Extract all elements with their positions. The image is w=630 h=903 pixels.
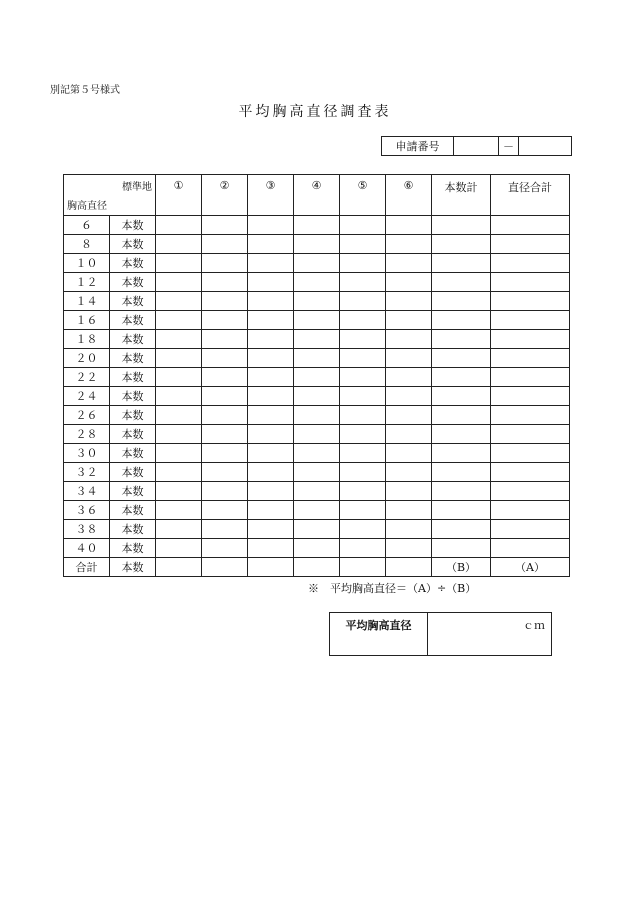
plot-3-count-cell[interactable] bbox=[248, 235, 294, 254]
diameter-total-cell[interactable] bbox=[491, 292, 570, 311]
plot-1-count-cell[interactable] bbox=[156, 311, 202, 330]
plot-2-count-cell[interactable] bbox=[202, 292, 248, 311]
plot-6-count-cell[interactable] bbox=[386, 482, 432, 501]
count-unit-cell: 本数 bbox=[110, 254, 156, 273]
plot-4-count-cell[interactable] bbox=[294, 520, 340, 539]
plot-1-count-cell[interactable] bbox=[156, 501, 202, 520]
plot-2-count-cell[interactable] bbox=[202, 482, 248, 501]
application-number-field-2[interactable] bbox=[519, 137, 572, 156]
plot-1-count-cell[interactable] bbox=[156, 330, 202, 349]
table-row bbox=[64, 425, 570, 444]
plot-3-count-cell[interactable] bbox=[248, 216, 294, 235]
application-number-box bbox=[381, 136, 572, 156]
count-unit-cell: 本数 bbox=[110, 387, 156, 406]
plot-3-count-cell[interactable] bbox=[248, 387, 294, 406]
plot-1-count-cell[interactable] bbox=[156, 349, 202, 368]
count-unit-cell: 本数 bbox=[110, 482, 156, 501]
plot-2-count-cell[interactable] bbox=[202, 235, 248, 254]
plot-2-count-cell[interactable] bbox=[202, 463, 248, 482]
plot-6-count-cell[interactable] bbox=[386, 368, 432, 387]
plot-5-count-cell[interactable] bbox=[340, 368, 386, 387]
diameter-total-header: 直径合計 bbox=[491, 175, 570, 216]
plot-2-count-cell[interactable] bbox=[202, 501, 248, 520]
plot-1-count-cell[interactable] bbox=[156, 444, 202, 463]
plot-5-count-cell[interactable] bbox=[340, 330, 386, 349]
average-diameter-field[interactable] bbox=[428, 613, 552, 656]
count-unit-cell: 本数 bbox=[110, 539, 156, 558]
plot-2-count-cell[interactable] bbox=[202, 349, 248, 368]
diameter-total-cell[interactable] bbox=[491, 520, 570, 539]
plot-3-count-cell[interactable] bbox=[248, 482, 294, 501]
application-number-field-1[interactable] bbox=[454, 137, 499, 156]
plot-2-count-cell[interactable] bbox=[202, 273, 248, 292]
table-row bbox=[64, 311, 570, 330]
diameter-total-cell[interactable] bbox=[491, 311, 570, 330]
plot-4-count-cell[interactable] bbox=[294, 235, 340, 254]
plot-4-count-cell[interactable] bbox=[294, 406, 340, 425]
diameter-class-cell: １６ bbox=[64, 311, 110, 330]
table-row bbox=[64, 539, 570, 558]
count-total-cell[interactable] bbox=[432, 425, 491, 444]
count-total-cell[interactable]: （B） bbox=[432, 558, 491, 577]
plot-3-count-cell[interactable] bbox=[248, 330, 294, 349]
diameter-class-cell: ２０ bbox=[64, 349, 110, 368]
diameter-class-cell: ２２ bbox=[64, 368, 110, 387]
count-unit-cell: 本数 bbox=[110, 349, 156, 368]
plot-3-count-cell[interactable] bbox=[248, 349, 294, 368]
diameter-class-cell: 合計 bbox=[64, 558, 110, 577]
diameter-corner-label: 胸高直径 bbox=[67, 201, 107, 212]
count-unit-cell: 本数 bbox=[110, 235, 156, 254]
plot-3-count-cell[interactable] bbox=[248, 539, 294, 558]
plot-4-count-cell[interactable] bbox=[294, 558, 340, 577]
table-row bbox=[64, 235, 570, 254]
diameter-total-cell[interactable] bbox=[491, 349, 570, 368]
plot-5-count-cell[interactable] bbox=[340, 254, 386, 273]
diameter-total-cell[interactable]: （A） bbox=[491, 558, 570, 577]
plot-4-count-cell[interactable] bbox=[294, 330, 340, 349]
count-unit-cell: 本数 bbox=[110, 463, 156, 482]
plot-5-count-cell[interactable] bbox=[340, 216, 386, 235]
plot-4-count-cell[interactable] bbox=[294, 273, 340, 292]
plot-6-count-cell[interactable] bbox=[386, 292, 432, 311]
diameter-total-cell[interactable] bbox=[491, 368, 570, 387]
diameter-class-cell: ２８ bbox=[64, 425, 110, 444]
plot-3-count-cell[interactable] bbox=[248, 254, 294, 273]
plot-1-count-cell[interactable] bbox=[156, 482, 202, 501]
table-row bbox=[64, 520, 570, 539]
count-total-cell[interactable] bbox=[432, 330, 491, 349]
plot-3-count-cell[interactable] bbox=[248, 425, 294, 444]
plot-3-count-cell[interactable] bbox=[248, 501, 294, 520]
plot-2-count-cell[interactable] bbox=[202, 520, 248, 539]
count-unit-cell: 本数 bbox=[110, 330, 156, 349]
diameter-total-cell[interactable] bbox=[491, 330, 570, 349]
plot-5-count-cell[interactable] bbox=[340, 520, 386, 539]
diameter-total-cell[interactable] bbox=[491, 254, 570, 273]
count-total-cell[interactable] bbox=[432, 254, 491, 273]
plot-6-count-cell[interactable] bbox=[386, 311, 432, 330]
plot-1-count-cell[interactable] bbox=[156, 520, 202, 539]
plot-5-count-cell[interactable] bbox=[340, 273, 386, 292]
count-total-cell[interactable] bbox=[432, 311, 491, 330]
diameter-class-cell: １０ bbox=[64, 254, 110, 273]
plot-5-count-cell[interactable] bbox=[340, 501, 386, 520]
plot-1-count-cell[interactable] bbox=[156, 273, 202, 292]
count-total-cell[interactable] bbox=[432, 444, 491, 463]
diameter-class-cell: １４ bbox=[64, 292, 110, 311]
table-row bbox=[64, 482, 570, 501]
diameter-class-cell: ８ bbox=[64, 235, 110, 254]
plot-1-count-cell[interactable] bbox=[156, 558, 202, 577]
plot-5-count-cell[interactable] bbox=[340, 425, 386, 444]
plot-4-count-cell[interactable] bbox=[294, 368, 340, 387]
plot-2-count-cell[interactable] bbox=[202, 216, 248, 235]
count-unit-cell: 本数 bbox=[110, 520, 156, 539]
plot-4-count-cell[interactable] bbox=[294, 254, 340, 273]
plot-2-count-cell[interactable] bbox=[202, 425, 248, 444]
plot-6-count-cell[interactable] bbox=[386, 254, 432, 273]
plot-4-count-cell[interactable] bbox=[294, 292, 340, 311]
count-total-cell[interactable] bbox=[432, 273, 491, 292]
plot-3-count-cell[interactable] bbox=[248, 311, 294, 330]
table-row bbox=[64, 368, 570, 387]
plot-2-count-cell[interactable] bbox=[202, 311, 248, 330]
table-row bbox=[64, 349, 570, 368]
plot-5-count-cell[interactable] bbox=[340, 387, 386, 406]
plot-4-count-cell[interactable] bbox=[294, 444, 340, 463]
count-unit-cell: 本数 bbox=[110, 292, 156, 311]
table-header-row bbox=[64, 175, 570, 216]
plot-1-count-cell[interactable] bbox=[156, 368, 202, 387]
table-row bbox=[64, 387, 570, 406]
plot-header-5: ⑤ bbox=[340, 175, 386, 216]
plot-3-count-cell[interactable] bbox=[248, 444, 294, 463]
plot-1-count-cell[interactable] bbox=[156, 463, 202, 482]
plot-6-count-cell[interactable] bbox=[386, 406, 432, 425]
diameter-total-cell[interactable] bbox=[491, 425, 570, 444]
count-total-cell[interactable] bbox=[432, 539, 491, 558]
plot-2-count-cell[interactable] bbox=[202, 330, 248, 349]
count-total-cell[interactable] bbox=[432, 387, 491, 406]
count-unit-cell: 本数 bbox=[110, 216, 156, 235]
plot-3-count-cell[interactable] bbox=[248, 292, 294, 311]
plot-6-count-cell[interactable] bbox=[386, 349, 432, 368]
plot-5-count-cell[interactable] bbox=[340, 311, 386, 330]
plot-6-count-cell[interactable] bbox=[386, 425, 432, 444]
count-total-cell[interactable] bbox=[432, 501, 491, 520]
plot-5-count-cell[interactable] bbox=[340, 558, 386, 577]
count-unit-cell: 本数 bbox=[110, 558, 156, 577]
diameter-total-cell[interactable] bbox=[491, 501, 570, 520]
average-diameter-box bbox=[329, 612, 552, 656]
plot-5-count-cell[interactable] bbox=[340, 406, 386, 425]
plot-2-count-cell[interactable] bbox=[202, 558, 248, 577]
plot-6-count-cell[interactable] bbox=[386, 558, 432, 577]
count-total-cell[interactable] bbox=[432, 368, 491, 387]
count-total-cell[interactable] bbox=[432, 292, 491, 311]
plot-6-count-cell[interactable] bbox=[386, 273, 432, 292]
plot-4-count-cell[interactable] bbox=[294, 425, 340, 444]
plot-4-count-cell[interactable] bbox=[294, 482, 340, 501]
application-number-separator: － bbox=[499, 137, 519, 156]
plot-2-count-cell[interactable] bbox=[202, 254, 248, 273]
plot-1-count-cell[interactable] bbox=[156, 292, 202, 311]
diameter-total-cell[interactable] bbox=[491, 463, 570, 482]
plot-header-4: ④ bbox=[294, 175, 340, 216]
diameter-class-cell: ３２ bbox=[64, 463, 110, 482]
plot-1-count-cell[interactable] bbox=[156, 406, 202, 425]
count-unit-cell: 本数 bbox=[110, 311, 156, 330]
plot-5-count-cell[interactable] bbox=[340, 292, 386, 311]
count-total-header: 本数計 bbox=[432, 175, 491, 216]
table-row bbox=[64, 406, 570, 425]
plot-4-count-cell[interactable] bbox=[294, 349, 340, 368]
plot-header-2: ② bbox=[202, 175, 248, 216]
diameter-total-cell[interactable] bbox=[491, 235, 570, 254]
plot-6-count-cell[interactable] bbox=[386, 463, 432, 482]
diameter-total-cell[interactable] bbox=[491, 216, 570, 235]
plot-3-count-cell[interactable] bbox=[248, 368, 294, 387]
plot-2-count-cell[interactable] bbox=[202, 368, 248, 387]
average-diameter-label: 平均胸高直径 bbox=[330, 613, 428, 656]
count-total-cell[interactable] bbox=[432, 482, 491, 501]
plot-1-count-cell[interactable] bbox=[156, 254, 202, 273]
page-title: 平均胸高直径調査表 bbox=[238, 104, 392, 120]
diameter-class-cell: ２６ bbox=[64, 406, 110, 425]
diameter-total-cell[interactable] bbox=[491, 273, 570, 292]
plot-3-count-cell[interactable] bbox=[248, 520, 294, 539]
count-unit-cell: 本数 bbox=[110, 406, 156, 425]
plot-5-count-cell[interactable] bbox=[340, 235, 386, 254]
plot-corner-label: 標準地 bbox=[122, 182, 152, 193]
plot-4-count-cell[interactable] bbox=[294, 501, 340, 520]
plot-1-count-cell[interactable] bbox=[156, 539, 202, 558]
plot-6-count-cell[interactable] bbox=[386, 539, 432, 558]
plot-5-count-cell[interactable] bbox=[340, 463, 386, 482]
plot-6-count-cell[interactable] bbox=[386, 444, 432, 463]
plot-3-count-cell[interactable] bbox=[248, 406, 294, 425]
diameter-class-cell: ３６ bbox=[64, 501, 110, 520]
table-corner-cell bbox=[64, 175, 156, 216]
plot-2-count-cell[interactable] bbox=[202, 387, 248, 406]
plot-5-count-cell[interactable] bbox=[340, 444, 386, 463]
plot-6-count-cell[interactable] bbox=[386, 330, 432, 349]
count-unit-cell: 本数 bbox=[110, 501, 156, 520]
plot-2-count-cell[interactable] bbox=[202, 406, 248, 425]
plot-4-count-cell[interactable] bbox=[294, 387, 340, 406]
table-row bbox=[64, 216, 570, 235]
diameter-total-cell[interactable] bbox=[491, 444, 570, 463]
count-total-cell[interactable] bbox=[432, 520, 491, 539]
plot-header-1: ① bbox=[156, 175, 202, 216]
plot-3-count-cell[interactable] bbox=[248, 463, 294, 482]
plot-1-count-cell[interactable] bbox=[156, 216, 202, 235]
plot-5-count-cell[interactable] bbox=[340, 349, 386, 368]
plot-6-count-cell[interactable] bbox=[386, 520, 432, 539]
diameter-class-cell: １８ bbox=[64, 330, 110, 349]
plot-4-count-cell[interactable] bbox=[294, 463, 340, 482]
table-row bbox=[64, 501, 570, 520]
table-row bbox=[64, 292, 570, 311]
table-total-row bbox=[64, 558, 570, 577]
table-row bbox=[64, 254, 570, 273]
application-number-label: 申請番号 bbox=[382, 137, 454, 156]
table-row bbox=[64, 463, 570, 482]
plot-6-count-cell[interactable] bbox=[386, 235, 432, 254]
diameter-total-cell[interactable] bbox=[491, 539, 570, 558]
plot-2-count-cell[interactable] bbox=[202, 539, 248, 558]
plot-header-3: ③ bbox=[248, 175, 294, 216]
count-total-cell[interactable] bbox=[432, 349, 491, 368]
diameter-class-cell: ３０ bbox=[64, 444, 110, 463]
count-total-cell[interactable] bbox=[432, 406, 491, 425]
count-unit-cell: 本数 bbox=[110, 425, 156, 444]
plot-4-count-cell[interactable] bbox=[294, 311, 340, 330]
count-total-cell[interactable] bbox=[432, 216, 491, 235]
plot-4-count-cell[interactable] bbox=[294, 539, 340, 558]
count-unit-cell: 本数 bbox=[110, 273, 156, 292]
formula-note: ※ 平均胸高直径＝（A）÷（B） bbox=[308, 582, 477, 595]
plot-6-count-cell[interactable] bbox=[386, 216, 432, 235]
plot-5-count-cell[interactable] bbox=[340, 539, 386, 558]
count-unit-cell: 本数 bbox=[110, 368, 156, 387]
diameter-class-cell: ６ bbox=[64, 216, 110, 235]
table-row bbox=[64, 273, 570, 292]
diameter-class-cell: ３４ bbox=[64, 482, 110, 501]
diameter-class-cell: ２４ bbox=[64, 387, 110, 406]
diameter-class-cell: １２ bbox=[64, 273, 110, 292]
plot-header-6: ⑥ bbox=[386, 175, 432, 216]
diameter-total-cell[interactable] bbox=[491, 482, 570, 501]
count-total-cell[interactable] bbox=[432, 235, 491, 254]
plot-3-count-cell[interactable] bbox=[248, 273, 294, 292]
diameter-class-cell: ３８ bbox=[64, 520, 110, 539]
diameter-class-cell: ４０ bbox=[64, 539, 110, 558]
plot-5-count-cell[interactable] bbox=[340, 482, 386, 501]
plot-1-count-cell[interactable] bbox=[156, 387, 202, 406]
diameter-total-cell[interactable] bbox=[491, 406, 570, 425]
form-label: 別記第５号様式 bbox=[50, 85, 120, 96]
diameter-total-cell[interactable] bbox=[491, 387, 570, 406]
count-unit-cell: 本数 bbox=[110, 444, 156, 463]
plot-6-count-cell[interactable] bbox=[386, 501, 432, 520]
plot-4-count-cell[interactable] bbox=[294, 216, 340, 235]
plot-3-count-cell[interactable] bbox=[248, 558, 294, 577]
table-row bbox=[64, 330, 570, 349]
average-diameter-unit: ｃｍ bbox=[523, 619, 545, 632]
plot-1-count-cell[interactable] bbox=[156, 235, 202, 254]
count-total-cell[interactable] bbox=[432, 463, 491, 482]
diameter-survey-table bbox=[63, 174, 570, 577]
plot-1-count-cell[interactable] bbox=[156, 425, 202, 444]
table-row bbox=[64, 444, 570, 463]
plot-6-count-cell[interactable] bbox=[386, 387, 432, 406]
plot-2-count-cell[interactable] bbox=[202, 444, 248, 463]
